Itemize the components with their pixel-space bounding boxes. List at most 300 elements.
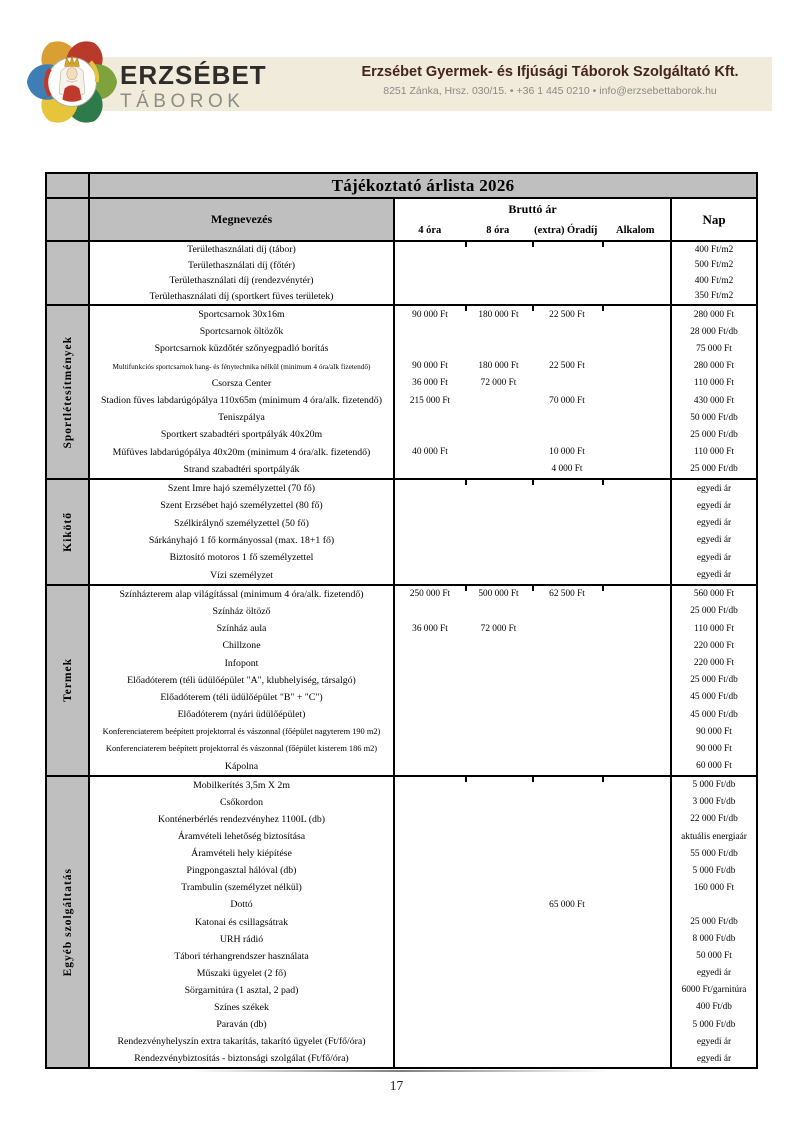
cell-h8 (465, 794, 532, 811)
cell-h4 (395, 566, 465, 583)
cell-h4 (395, 931, 465, 948)
table-row (90, 586, 756, 603)
cell-name: Infopont (90, 654, 395, 671)
cell-h4 (395, 794, 465, 811)
table-row (90, 444, 756, 461)
cell-extra (532, 289, 602, 305)
table-row (90, 603, 756, 620)
cell-alkalom (602, 549, 672, 566)
cell-name: Területhasználati díj (rendezvénytér) (90, 273, 395, 289)
cell-name: Színházterem alap világítással (minimum 4 óra/alk. fizetendő) (90, 586, 395, 603)
cell-alkalom (602, 828, 672, 845)
cell-nap: 220 000 Ft (693, 658, 735, 668)
cell-h8 (465, 879, 532, 896)
cell-h4: 36 000 Ft (412, 623, 448, 634)
cell-h8 (465, 426, 532, 443)
cell-h8 (465, 340, 532, 357)
cell-name: Paraván (db) (90, 1016, 395, 1033)
cell-h8 (465, 258, 532, 274)
table-row (90, 258, 756, 274)
table-row (90, 999, 756, 1016)
cell-h4 (395, 340, 465, 357)
table-row (90, 549, 756, 566)
cell-extra (532, 654, 602, 671)
cell-name: Előadóterem (téli üdülőépület "A", klubhelyiség, társalgó) (90, 672, 395, 689)
cell-extra (532, 913, 602, 930)
cell-h4 (395, 965, 465, 982)
cell-alkalom (602, 777, 672, 794)
cell-alkalom (602, 603, 672, 620)
cell-name: Csőkordon (90, 794, 395, 811)
cell-nap: 60 000 Ft (696, 761, 732, 772)
cell-h8 (465, 566, 532, 583)
column-header-name: Megnevezés (90, 199, 395, 240)
cell-extra: 62 500 Ft (549, 589, 585, 600)
table-row (90, 879, 756, 896)
cell-nap: egyedi ár (696, 968, 732, 979)
cell-h8 (465, 689, 532, 706)
cell-nap: aktuális energiaár (681, 831, 747, 842)
section-label-text: Sportlétesítmények (61, 335, 74, 449)
cell-alkalom (602, 461, 672, 478)
table-row (90, 409, 756, 426)
cell-extra (532, 672, 602, 689)
cell-alkalom (602, 392, 672, 409)
cell-h8 (465, 392, 532, 409)
cell-name: Strand szabadtéri sportpályák (90, 461, 395, 478)
cell-alkalom (602, 586, 672, 603)
table-row (90, 1033, 756, 1050)
cell-alkalom (602, 242, 672, 258)
cell-name: Sárkányhajó 1 fő kormányossal (max. 18+1 fő) (90, 532, 395, 549)
cell-h4 (395, 828, 465, 845)
column-tick (602, 242, 604, 247)
cell-h4 (395, 273, 465, 289)
cell-h8 (465, 828, 532, 845)
cell-alkalom (602, 444, 672, 461)
cell-alkalom (602, 723, 672, 740)
cell-alkalom (602, 794, 672, 811)
logo-title: ERZSÉBET (120, 60, 267, 90)
cell-h8 (465, 948, 532, 965)
cell-alkalom (602, 409, 672, 426)
cell-name: Dottó (90, 896, 395, 913)
cell-alkalom (602, 273, 672, 289)
cell-nap: 22 000 Ft/db (690, 814, 738, 825)
cell-h4: 36 000 Ft (412, 378, 448, 389)
table-row (90, 514, 756, 531)
cell-h8 (465, 273, 532, 289)
table-row (90, 532, 756, 549)
cell-name: Előadóterem (téli üdülőépület "B" + "C") (90, 689, 395, 706)
cell-h8 (465, 777, 532, 794)
cell-h4 (395, 672, 465, 689)
cell-extra (532, 258, 602, 274)
logo-wordmark (120, 62, 267, 111)
cell-alkalom (602, 999, 672, 1016)
cell-name: Színház aula (90, 620, 395, 637)
cell-nap: 50 000 Ft (696, 951, 732, 962)
table-row (90, 862, 756, 879)
cell-h8 (465, 999, 532, 1016)
table-row (90, 306, 756, 323)
cell-name: Sportcsarnok küzdőtér szőnyegpadló borítás (90, 340, 395, 357)
column-header-occasion: Alkalom (616, 224, 655, 236)
cell-name: Biztosító motoros 1 fő személyzettel (90, 549, 395, 566)
column-header-8h: 8 óra (486, 224, 510, 236)
cell-extra (532, 426, 602, 443)
cell-h8 (465, 444, 532, 461)
cell-h4 (395, 426, 465, 443)
cell-h8 (465, 532, 532, 549)
cell-h8: 72 000 Ft (480, 378, 517, 389)
cell-h4 (395, 289, 465, 305)
cell-h4 (395, 758, 465, 775)
cell-nap: egyedi ár (696, 535, 732, 546)
table-row (90, 497, 756, 514)
company-contact: 8251 Zánka, Hrsz. 030/15. • +36 1 445 0210 • info@erzsebettaborok.hu (383, 85, 717, 97)
table-row (90, 375, 756, 392)
cell-extra (532, 879, 602, 896)
cell-h8 (465, 637, 532, 654)
cell-alkalom (602, 896, 672, 913)
cell-alkalom (602, 566, 672, 583)
table-row (90, 706, 756, 723)
column-tick (532, 777, 534, 782)
cell-h4 (395, 777, 465, 794)
section-label (47, 777, 90, 1068)
cell-h8 (465, 965, 532, 982)
cell-alkalom (602, 862, 672, 879)
cell-h4 (395, 654, 465, 671)
cell-extra: 65 000 Ft (549, 899, 585, 910)
table-section (47, 775, 756, 1068)
cell-nap: egyedi ár (696, 500, 732, 511)
cell-nap: 110 000 Ft (694, 447, 734, 458)
table-row (90, 1016, 756, 1033)
cell-h4 (395, 845, 465, 862)
cell-nap: 5 000 Ft/db (692, 1019, 736, 1030)
cell-name: Trambulin (személyzet nélkül) (90, 879, 395, 896)
cell-nap: 400 Ft/db (696, 1002, 732, 1013)
table-row (90, 566, 756, 583)
column-group-gross (395, 199, 672, 240)
cell-alkalom (602, 1050, 672, 1067)
cell-h8 (465, 409, 532, 426)
cell-alkalom (602, 706, 672, 723)
cell-h4 (395, 532, 465, 549)
column-group-label: Bruttó ár (508, 202, 557, 216)
column-tick (465, 306, 467, 311)
cell-h8 (465, 654, 532, 671)
cell-h4: 40 000 Ft (412, 447, 448, 458)
cell-nap: 350 Ft/m2 (694, 291, 734, 302)
cell-alkalom (602, 514, 672, 531)
cell-name: Áramvételi hely kiépítése (90, 845, 395, 862)
cell-h4 (395, 637, 465, 654)
cell-extra (532, 566, 602, 583)
cell-nap: 90 000 Ft (696, 743, 732, 754)
table-row (90, 340, 756, 357)
cell-alkalom (602, 480, 672, 497)
cell-alkalom (602, 620, 672, 637)
cell-extra (532, 758, 602, 775)
cell-extra (532, 777, 602, 794)
cell-alkalom (602, 758, 672, 775)
cell-name: Pingpongasztal hálóval (db) (90, 862, 395, 879)
cell-name: Katonai és csillagsátrak (90, 913, 395, 930)
cell-nap: egyedi ár (696, 552, 732, 563)
cell-nap: 3 000 Ft/db (692, 797, 736, 808)
cell-extra (532, 375, 602, 392)
cell-h8 (465, 758, 532, 775)
cell-extra (532, 323, 602, 340)
table-row (90, 777, 756, 794)
erzsebet-emblem-icon (26, 36, 118, 128)
table-row (90, 620, 756, 637)
cell-h8 (465, 242, 532, 258)
cell-nap: 6000 Ft/garnitúra (681, 985, 747, 996)
section-label-text: Termek (61, 658, 74, 703)
table-row (90, 723, 756, 740)
cell-nap: 50 000 Ft/db (690, 412, 738, 423)
cell-extra (532, 549, 602, 566)
cell-alkalom (602, 654, 672, 671)
column-tick (465, 586, 467, 591)
table-section (47, 478, 756, 584)
column-tick (602, 480, 604, 485)
cell-h4 (395, 1016, 465, 1033)
cell-nap: 55 000 Ft/db (690, 848, 738, 859)
cell-extra (532, 620, 602, 637)
cell-h4 (395, 706, 465, 723)
table-row (90, 913, 756, 930)
cell-extra (532, 637, 602, 654)
cell-h4 (395, 689, 465, 706)
cell-h4 (395, 982, 465, 999)
cell-extra (532, 723, 602, 740)
column-tick (602, 306, 604, 311)
column-tick (465, 777, 467, 782)
cell-nap: 430 000 Ft (693, 395, 735, 406)
cell-name: Konferenciaterem beépített projektorral és vászonnal (főépület kisterem 186 m2) (90, 740, 395, 757)
cell-h4 (395, 461, 465, 478)
column-header-extra-hourly: (extra) Óradíj (534, 224, 598, 236)
section-label (47, 242, 90, 304)
cell-h4 (395, 879, 465, 896)
cell-h8: 500 000 Ft (478, 589, 519, 600)
cell-h4 (395, 409, 465, 426)
cell-h8 (465, 862, 532, 879)
cell-alkalom (602, 672, 672, 689)
cell-extra: 22 500 Ft (549, 309, 585, 320)
cell-alkalom (602, 637, 672, 654)
section-label-text: Kikötő (61, 511, 74, 552)
cell-nap: 25 000 Ft/db (690, 464, 738, 475)
column-tick (532, 306, 534, 311)
table-row (90, 828, 756, 845)
cell-extra (532, 862, 602, 879)
column-tick (532, 242, 534, 247)
cell-h8 (465, 603, 532, 620)
cell-extra (532, 603, 602, 620)
cell-nap: 400 Ft/m2 (694, 244, 734, 255)
cell-h4 (395, 1050, 465, 1067)
cell-name: Műszaki ügyelet (2 fő) (90, 965, 395, 982)
cell-h4 (395, 999, 465, 1016)
cell-alkalom (602, 426, 672, 443)
cell-h8 (465, 672, 532, 689)
cell-extra (532, 845, 602, 862)
table-row (90, 637, 756, 654)
cell-h4: 90 000 Ft (412, 361, 448, 372)
table-row (90, 1050, 756, 1067)
cell-extra: 70 000 Ft (549, 395, 585, 406)
column-tick (532, 586, 534, 591)
cell-nap: 160 000 Ft (693, 882, 735, 893)
cell-extra (532, 497, 602, 514)
table-row (90, 323, 756, 340)
cell-h4 (395, 1033, 465, 1050)
cell-name: Stadion füves labdarúgópálya 110x65m (minimum 4 óra/alk. fizetendő) (90, 392, 395, 409)
table-row (90, 461, 756, 478)
corner-top (47, 174, 88, 199)
cell-h8: 180 000 Ft (478, 361, 519, 372)
table-row (90, 480, 756, 497)
cell-name: Sportkert szabadtéri sportpályák 40x20m (90, 426, 395, 443)
corner-bottom (47, 199, 88, 240)
column-tick (532, 480, 534, 485)
cell-extra: 22 500 Ft (549, 361, 585, 372)
table-row (90, 794, 756, 811)
table-row (90, 289, 756, 305)
cell-h4: 215 000 Ft (409, 395, 451, 406)
cell-h8 (465, 323, 532, 340)
cell-nap: 25 000 Ft/db (690, 917, 738, 928)
cell-h8 (465, 497, 532, 514)
cell-extra (532, 1016, 602, 1033)
cell-h4 (395, 948, 465, 965)
cell-alkalom (602, 1016, 672, 1033)
cell-extra: 10 000 Ft (549, 447, 585, 458)
cell-extra (532, 480, 602, 497)
cell-alkalom (602, 982, 672, 999)
cell-alkalom (602, 289, 672, 305)
cell-h8 (465, 740, 532, 757)
cell-alkalom (602, 811, 672, 828)
table-row (90, 982, 756, 999)
cell-nap: 25 000 Ft/db (690, 606, 738, 617)
cell-name: Sörgarnitúra (1 asztal, 2 pad) (90, 982, 395, 999)
cell-h8 (465, 1033, 532, 1050)
cell-nap: egyedi ár (696, 1053, 732, 1064)
cell-h8 (465, 480, 532, 497)
table-row (90, 811, 756, 828)
cell-h8 (465, 706, 532, 723)
cell-name: Előadóterem (nyári üdülőépület) (90, 706, 395, 723)
table-row (90, 242, 756, 258)
cell-h8 (465, 289, 532, 305)
cell-h8 (465, 913, 532, 930)
cell-nap: 560 000 Ft (693, 589, 735, 600)
cell-h8 (465, 811, 532, 828)
table-row (90, 845, 756, 862)
cell-name: Sportcsarnok öltözők (90, 323, 395, 340)
cell-h4 (395, 913, 465, 930)
cell-alkalom (602, 689, 672, 706)
table-row (90, 654, 756, 671)
cell-h4 (395, 497, 465, 514)
price-table (45, 172, 758, 1069)
cell-name: Konferenciaterem beépített projektorral és vászonnal (főépület nagyterem 190 m2) (90, 723, 395, 740)
cell-name: Színes székek (90, 999, 395, 1016)
cell-nap: 280 000 Ft (693, 309, 735, 320)
cell-nap: 110 000 Ft (694, 623, 734, 634)
cell-h4 (395, 480, 465, 497)
cell-h4 (395, 549, 465, 566)
cell-nap: egyedi ár (696, 570, 732, 580)
cell-nap: 45 000 Ft/db (690, 709, 738, 720)
cell-h4 (395, 323, 465, 340)
cell-name: Tábori térhangrendszer használata (90, 948, 395, 965)
cell-nap: egyedi ár (696, 1036, 732, 1047)
cell-h4 (395, 603, 465, 620)
cell-nap: 220 000 Ft (693, 640, 735, 651)
cell-name: Területhasználati díj (tábor) (90, 242, 395, 258)
logo-subtitle: TÁBOROK (120, 91, 245, 112)
column-tick (465, 480, 467, 485)
table-section (47, 304, 756, 478)
cell-h8: 72 000 Ft (480, 623, 517, 634)
table-section (47, 240, 756, 304)
cell-h4 (395, 811, 465, 828)
cell-h4 (395, 896, 465, 913)
cell-extra (532, 999, 602, 1016)
table-row (90, 758, 756, 775)
table-row (90, 273, 756, 289)
table-row (90, 689, 756, 706)
section-label (47, 586, 90, 775)
cell-extra (532, 514, 602, 531)
cell-extra (532, 340, 602, 357)
cell-h4 (395, 242, 465, 258)
footer-divider (190, 1070, 610, 1072)
cell-h8: 180 000 Ft (478, 309, 519, 320)
cell-h4 (395, 723, 465, 740)
cell-alkalom (602, 258, 672, 274)
cell-name: Teniszpálya (90, 409, 395, 426)
cell-alkalom (602, 532, 672, 549)
cell-alkalom (602, 879, 672, 896)
page-number: 17 (389, 1078, 404, 1093)
table-row (90, 358, 756, 375)
table-row (90, 672, 756, 689)
cell-nap: 28 000 Ft/db (690, 326, 738, 337)
cell-extra (532, 706, 602, 723)
cell-name: Területhasználati díj (főtér) (90, 258, 395, 274)
cell-h8 (465, 845, 532, 862)
column-tick (602, 777, 604, 782)
cell-h8 (465, 461, 532, 478)
cell-h8 (465, 723, 532, 740)
cell-extra (532, 982, 602, 999)
cell-nap: 5 000 Ft/db (692, 780, 736, 791)
cell-h4: 250 000 Ft (409, 589, 451, 600)
table-row (90, 392, 756, 409)
table-row (90, 896, 756, 913)
cell-extra (532, 1050, 602, 1067)
cell-name: Mobilkerítés 3,5m X 2m (90, 777, 395, 794)
